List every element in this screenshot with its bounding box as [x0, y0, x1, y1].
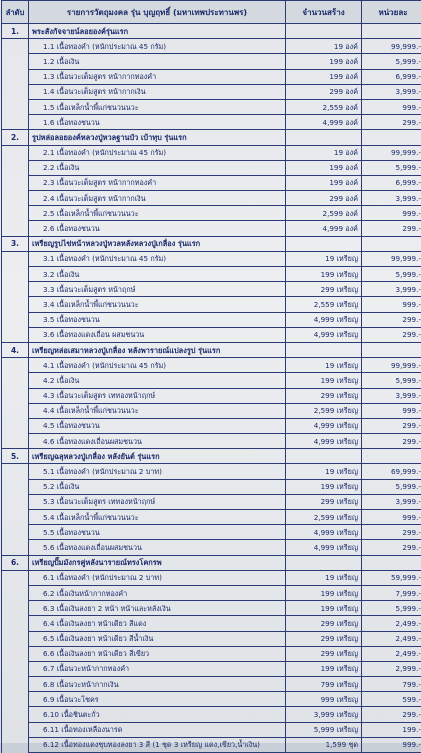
- item-number-blank: [2, 722, 29, 737]
- item-row: [2, 99, 421, 114]
- item-row: [2, 160, 421, 175]
- section-qty-empty: [286, 236, 362, 251]
- section-row: [2, 130, 421, 145]
- item-price: 5,999.-: [362, 601, 421, 616]
- item-row: [2, 494, 421, 509]
- section-qty-empty: [286, 555, 362, 570]
- item-row: [2, 39, 421, 54]
- item-number-blank: [2, 418, 29, 433]
- item-quantity: 199 องค์: [286, 54, 362, 69]
- item-name: 3.4 เนื้อเหล็กน้ำพี้แก่ชนวนนวะ: [29, 297, 286, 312]
- item-row: [2, 373, 421, 388]
- header-item-name: รายการวัตถุมงคล รุ่น บุญฤทธิ์ (มหาเทพประทานพร): [29, 1, 286, 24]
- item-quantity: 299 เหรียญ: [286, 646, 362, 661]
- item-price: 3,999.-: [362, 282, 421, 297]
- item-name: 1.4 เนื้อนวะเต็มสูตร หน้ากากเงิน: [29, 84, 286, 99]
- item-row: [2, 540, 421, 555]
- item-row: [2, 282, 421, 297]
- item-quantity: 199 เหรียญ: [286, 479, 362, 494]
- item-name: 4.1 เนื้อทองคำ (หนักประมาณ 45 กรัม): [29, 358, 286, 373]
- item-name: 6.8 เนื้อนวะหน้ากากเงิน: [29, 677, 286, 692]
- item-name: 4.2 เนื้อเงิน: [29, 373, 286, 388]
- item-number-blank: [2, 221, 29, 236]
- item-name: 5.5 เนื้อทองชนวน: [29, 525, 286, 540]
- item-name: 3.3 เนื้อนวะเต็มสูตร หน้าฤกษ์: [29, 282, 286, 297]
- item-row: [2, 570, 421, 585]
- item-quantity: 4,999 เหรียญ: [286, 327, 362, 342]
- item-name: 4.6 เนื้อทองแดงเถื่อนผสมชนวน: [29, 434, 286, 449]
- item-name: 3.5 เนื้อทองชนวน: [29, 312, 286, 327]
- item-number-blank: [2, 464, 29, 479]
- item-row: [2, 646, 421, 661]
- item-number-blank: [2, 707, 29, 722]
- section-number: 3.: [2, 236, 29, 251]
- item-number-blank: [2, 494, 29, 509]
- item-row: [2, 737, 421, 752]
- item-quantity: 199 องค์: [286, 175, 362, 190]
- section-title: รูปหล่อลอยองค์หลวงปู่หวลฐานบัว เบ้าทุบ รุ่นแรก: [29, 130, 286, 145]
- item-quantity: 19 เหรียญ: [286, 358, 362, 373]
- item-number-blank: [2, 54, 29, 69]
- item-number-blank: [2, 175, 29, 190]
- item-quantity: 2,599 เหรียญ: [286, 403, 362, 418]
- item-price: 199.-: [362, 722, 421, 737]
- header-no: ลำดับ: [2, 1, 29, 24]
- item-number-blank: [2, 631, 29, 646]
- item-quantity: 199 เหรียญ: [286, 267, 362, 282]
- item-price: 2,499.-: [362, 646, 421, 661]
- item-name: 3.1 เนื้อทองคำ (หนักประมาณ 45 กรัม): [29, 251, 286, 266]
- item-row: [2, 54, 421, 69]
- item-name: 6.10 เนื้อชินตะกั่ว: [29, 707, 286, 722]
- item-price: 299.-: [362, 221, 421, 236]
- item-price: 999.-: [362, 510, 421, 525]
- item-name: 2.3 เนื้อนวะเต็มสูตร หน้ากากทองคำ: [29, 175, 286, 190]
- section-price-empty: [362, 236, 421, 251]
- item-row: [2, 585, 421, 600]
- section-row: [2, 342, 421, 357]
- item-price: 999.-: [362, 297, 421, 312]
- item-row: [2, 297, 421, 312]
- item-number-blank: [2, 403, 29, 418]
- item-price: 99,999.-: [362, 39, 421, 54]
- item-price: 2,499.-: [362, 616, 421, 631]
- section-title: เหรียญรูปไข่หน้าหลวงปู่หวลหลังหลวงปู่เกลื่อง รุ่นแรก: [29, 236, 286, 251]
- item-price: 3,999.-: [362, 494, 421, 509]
- item-price: 6,999.-: [362, 175, 421, 190]
- item-quantity: 199 เหรียญ: [286, 661, 362, 676]
- item-row: [2, 388, 421, 403]
- section-title: พระสังกัจจายน์ลอยองค์รุ่นแรก: [29, 24, 286, 39]
- section-row: [2, 236, 421, 251]
- item-quantity: 199 เหรียญ: [286, 585, 362, 600]
- item-price: 69,999.-: [362, 464, 421, 479]
- item-number-blank: [2, 251, 29, 266]
- item-price: 799.-: [362, 677, 421, 692]
- item-number-blank: [2, 570, 29, 585]
- item-name: 1.1 เนื้อทองคำ (หนักประมาณ 45 กรัม): [29, 39, 286, 54]
- item-quantity: 19 องค์: [286, 39, 362, 54]
- item-number-blank: [2, 388, 29, 403]
- item-row: [2, 479, 421, 494]
- item-name: 5.1 เนื้อทองคำ (หนักประมาณ 2 บาท): [29, 464, 286, 479]
- item-quantity: 19 เหรียญ: [286, 251, 362, 266]
- item-number-blank: [2, 282, 29, 297]
- item-row: [2, 616, 421, 631]
- item-name: 4.3 เนื้อนวะเต็มสูตร เททองหน้าฤกษ์: [29, 388, 286, 403]
- item-row: [2, 722, 421, 737]
- item-number-blank: [2, 737, 29, 752]
- item-name: 1.6 เนื้อทองชนวน: [29, 115, 286, 130]
- item-price: 7,999.-: [362, 585, 421, 600]
- item-quantity: 299 องค์: [286, 191, 362, 206]
- item-row: [2, 267, 421, 282]
- item-price: 299.-: [362, 540, 421, 555]
- item-price: 3,999.-: [362, 191, 421, 206]
- item-quantity: 19 เหรียญ: [286, 570, 362, 585]
- item-quantity: 199 องค์: [286, 160, 362, 175]
- item-row: [2, 403, 421, 418]
- item-row: [2, 631, 421, 646]
- section-row: [2, 24, 421, 39]
- table-body: [2, 24, 421, 753]
- section-title: เหรียญฉลุหลวงปู่เกลื่อง หลังยันต์ รุ่นแรก: [29, 449, 286, 464]
- item-quantity: 199 เหรียญ: [286, 373, 362, 388]
- item-quantity: 1,599 ชุด: [286, 737, 362, 752]
- item-quantity: 199 องค์: [286, 69, 362, 84]
- item-row: [2, 69, 421, 84]
- header-price: หน่วยละ: [362, 1, 421, 24]
- section-row: [2, 449, 421, 464]
- item-name: 6.7 เนื้อนวะหน้ากากทองคำ: [29, 661, 286, 676]
- item-name: 2.2 เนื้อเงิน: [29, 160, 286, 175]
- item-row: [2, 707, 421, 722]
- item-quantity: 4,999 เหรียญ: [286, 540, 362, 555]
- table-header-row: [2, 1, 421, 24]
- item-quantity: 299 เหรียญ: [286, 494, 362, 509]
- item-quantity: 4,999 เหรียญ: [286, 312, 362, 327]
- item-number-blank: [2, 84, 29, 99]
- section-number: 5.: [2, 449, 29, 464]
- item-number-blank: [2, 160, 29, 175]
- item-price: 2,999.-: [362, 661, 421, 676]
- item-price: 99,999.-: [362, 251, 421, 266]
- item-price: 999.-: [362, 403, 421, 418]
- item-number-blank: [2, 540, 29, 555]
- item-number-blank: [2, 312, 29, 327]
- item-row: [2, 84, 421, 99]
- item-row: [2, 206, 421, 221]
- item-number-blank: [2, 327, 29, 342]
- item-number-blank: [2, 601, 29, 616]
- item-quantity: 19 เหรียญ: [286, 464, 362, 479]
- item-quantity: 3,999 เหรียญ: [286, 707, 362, 722]
- section-row: [2, 555, 421, 570]
- item-number-blank: [2, 692, 29, 707]
- item-number-blank: [2, 69, 29, 84]
- item-price: 299.-: [362, 434, 421, 449]
- header-quantity: จำนวนสร้าง: [286, 1, 362, 24]
- item-name: 2.4 เนื้อนวะเต็มสูตร หน้ากากเงิน: [29, 191, 286, 206]
- item-name: 6.2 เนื้อเงินหน้ากากทองคำ: [29, 585, 286, 600]
- item-price: 5,999.-: [362, 479, 421, 494]
- item-name: 4.4 เนื้อเหล็กน้ำพี้แก่ชนวนนวะ: [29, 403, 286, 418]
- item-number-blank: [2, 585, 29, 600]
- item-name: 1.2 เนื้อเงิน: [29, 54, 286, 69]
- item-quantity: 5,999 เหรียญ: [286, 722, 362, 737]
- item-price: 99,999.-: [362, 358, 421, 373]
- item-quantity: 19 องค์: [286, 145, 362, 160]
- item-row: [2, 525, 421, 540]
- item-number-blank: [2, 39, 29, 54]
- item-row: [2, 418, 421, 433]
- item-name: 1.5 เนื้อเหล็กน้ำพี้แก่ชนวนนวะ: [29, 99, 286, 114]
- item-row: [2, 464, 421, 479]
- item-name: 6.4 เนื้อเงินลงยา หน้าเดียว สีแดง: [29, 616, 286, 631]
- item-number-blank: [2, 373, 29, 388]
- item-number-blank: [2, 115, 29, 130]
- item-name: 6.3 เนื้อเงินลงยา 2 หน้า หน้าและหลังเงิน: [29, 601, 286, 616]
- item-price: 299.-: [362, 115, 421, 130]
- amulet-price-table: [1, 0, 421, 753]
- item-row: [2, 510, 421, 525]
- item-number-blank: [2, 145, 29, 160]
- item-quantity: 299 เหรียญ: [286, 388, 362, 403]
- item-row: [2, 312, 421, 327]
- item-number-blank: [2, 99, 29, 114]
- section-qty-empty: [286, 449, 362, 464]
- item-quantity: 299 เหรียญ: [286, 631, 362, 646]
- item-row: [2, 601, 421, 616]
- item-row: [2, 358, 421, 373]
- item-quantity: 2,599 เหรียญ: [286, 510, 362, 525]
- item-name: 6.1 เนื้อทองคำ (หนักประมาณ 2 บาท): [29, 570, 286, 585]
- item-price: 2,499.-: [362, 631, 421, 646]
- item-name: 4.5 เนื้อทองชนวน: [29, 418, 286, 433]
- item-number-blank: [2, 206, 29, 221]
- item-quantity: 4,999 องค์: [286, 221, 362, 236]
- item-price: 999.-: [362, 737, 421, 752]
- item-price: 599.-: [362, 692, 421, 707]
- item-row: [2, 191, 421, 206]
- item-price: 6,999.-: [362, 69, 421, 84]
- section-qty-empty: [286, 130, 362, 145]
- item-number-blank: [2, 677, 29, 692]
- item-price: 299.-: [362, 707, 421, 722]
- item-price: 5,999.-: [362, 54, 421, 69]
- item-name: 2.6 เนื้อทองชนวน: [29, 221, 286, 236]
- section-number: 4.: [2, 342, 29, 357]
- item-quantity: 299 เหรียญ: [286, 282, 362, 297]
- section-price-empty: [362, 449, 421, 464]
- item-name: 3.6 เนื้อทองแดงเถื่อน ผสมชนวน: [29, 327, 286, 342]
- item-number-blank: [2, 510, 29, 525]
- section-price-empty: [362, 342, 421, 357]
- item-quantity: 299 องค์: [286, 84, 362, 99]
- item-quantity: 199 เหรียญ: [286, 601, 362, 616]
- item-name: 6.11 เนื้อทองเหลืองนารด: [29, 722, 286, 737]
- item-number-blank: [2, 358, 29, 373]
- item-row: [2, 115, 421, 130]
- section-price-empty: [362, 130, 421, 145]
- item-price: 299.-: [362, 418, 421, 433]
- item-price: 299.-: [362, 525, 421, 540]
- item-row: [2, 221, 421, 236]
- item-number-blank: [2, 661, 29, 676]
- item-quantity: 4,999 เหรียญ: [286, 418, 362, 433]
- item-price: 5,999.-: [362, 160, 421, 175]
- item-price: 299.-: [362, 312, 421, 327]
- item-quantity: 799 เหรียญ: [286, 677, 362, 692]
- section-number: 2.: [2, 130, 29, 145]
- section-price-empty: [362, 24, 421, 39]
- item-row: [2, 677, 421, 692]
- item-price: 5,999.-: [362, 267, 421, 282]
- item-number-blank: [2, 525, 29, 540]
- section-title: เหรียญหล่อเสมาหลวงปู่เกลื่อง หลังพารายณ์แปลงรูป รุ่นแรก: [29, 342, 286, 357]
- item-row: [2, 661, 421, 676]
- section-number: 1.: [2, 24, 29, 39]
- item-name: 1.3 เนื้อนวะเต็มสูตร หน้ากากทองคำ: [29, 69, 286, 84]
- item-quantity: 4,999 องค์: [286, 115, 362, 130]
- section-qty-empty: [286, 24, 362, 39]
- item-quantity: 4,999 เหรียญ: [286, 434, 362, 449]
- section-price-empty: [362, 555, 421, 570]
- item-row: [2, 145, 421, 160]
- item-price: 3,999.-: [362, 388, 421, 403]
- item-price: 299.-: [362, 327, 421, 342]
- item-number-blank: [2, 267, 29, 282]
- item-name: 6.12 เนื้อทองแดงชุบทองลงยา 3 สี (1 ชุด 3 เหรียญ แดง,เขียว,น้ำเงิน): [29, 737, 286, 752]
- section-title: เหรียญปั๊มมังกรคู่หลังนารายณ์ทรงโคกรพ: [29, 555, 286, 570]
- item-price: 99,999.-: [362, 145, 421, 160]
- item-quantity: 4,999 เหรียญ: [286, 525, 362, 540]
- item-row: [2, 175, 421, 190]
- item-name: 5.3 เนื้อนวะเต็มสูตร เททองหน้าฤกษ์: [29, 494, 286, 509]
- item-row: [2, 251, 421, 266]
- item-name: 6.5 เนื้อเงินลงยา หน้าเดียว สีน้ำเงิน: [29, 631, 286, 646]
- item-name: 5.4 เนื้อเหล็กน้ำพี้แก่ชนวนนวะ: [29, 510, 286, 525]
- section-qty-empty: [286, 342, 362, 357]
- item-number-blank: [2, 297, 29, 312]
- item-number-blank: [2, 434, 29, 449]
- item-name: 5.2 เนื้อเงิน: [29, 479, 286, 494]
- item-row: [2, 327, 421, 342]
- item-name: 3.2 เนื้อเงิน: [29, 267, 286, 282]
- item-quantity: 299 เหรียญ: [286, 616, 362, 631]
- item-quantity: 2,559 เหรียญ: [286, 297, 362, 312]
- item-number-blank: [2, 616, 29, 631]
- section-number: 6.: [2, 555, 29, 570]
- item-number-blank: [2, 191, 29, 206]
- item-name: 2.1 เนื้อทองคำ (หนักประมาณ 45 กรัม): [29, 145, 286, 160]
- item-name: 6.6 เนื้อเงินลงยา หน้าเดียว สีเขียว: [29, 646, 286, 661]
- item-name: 6.9 เนื้อนวะโชคร: [29, 692, 286, 707]
- item-price: 999.-: [362, 99, 421, 114]
- item-quantity: 2,599 องค์: [286, 206, 362, 221]
- item-row: [2, 434, 421, 449]
- item-price: 999.-: [362, 206, 421, 221]
- item-name: 2.5 เนื้อเหล็กน้ำพี้แก่ชนวนนวะ: [29, 206, 286, 221]
- item-price: 5,999.-: [362, 373, 421, 388]
- item-row: [2, 692, 421, 707]
- item-number-blank: [2, 479, 29, 494]
- item-name: 5.6 เนื้อทองแดงเถื่อนผสมชนวน: [29, 540, 286, 555]
- item-quantity: 2,559 องค์: [286, 99, 362, 114]
- item-price: 59,999.-: [362, 570, 421, 585]
- item-quantity: 999 เหรียญ: [286, 692, 362, 707]
- item-number-blank: [2, 646, 29, 661]
- item-price: 3,999.-: [362, 84, 421, 99]
